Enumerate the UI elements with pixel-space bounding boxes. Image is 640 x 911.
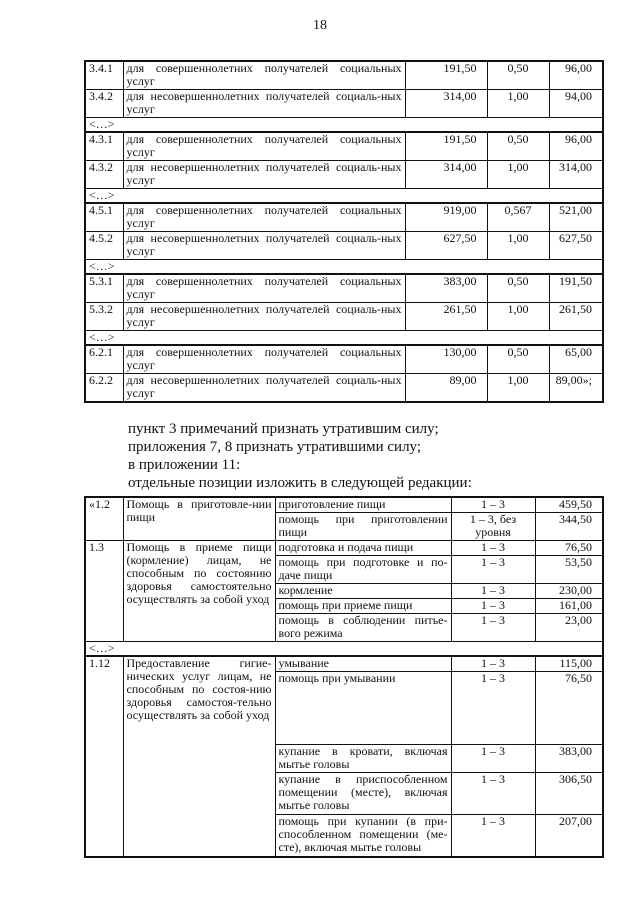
row-value-1: 130,00 bbox=[405, 345, 487, 374]
separator-row bbox=[85, 331, 603, 346]
row-value-1: 191,50 bbox=[405, 61, 487, 90]
row-value-2: 1,00 bbox=[487, 374, 549, 403]
separator-cell: <…> bbox=[85, 260, 603, 275]
row-value-2: 0,567 bbox=[487, 203, 549, 232]
row-value-3: 65,00 bbox=[549, 345, 603, 374]
row-value-3: 627,50 bbox=[549, 232, 603, 260]
service-price: 161,00 bbox=[535, 599, 603, 614]
row-value-2: 0,50 bbox=[487, 132, 549, 161]
service-level: 1 – 3 bbox=[451, 541, 535, 556]
service-level: 1 – 3 bbox=[451, 497, 535, 513]
row-code: 4.5.2 bbox=[85, 232, 123, 260]
table-row bbox=[85, 132, 603, 161]
service-name: помощь при купании (в при-способленном помещении (ме-сте), включая мытье головы bbox=[275, 815, 451, 858]
separator-cell: <…> bbox=[85, 331, 603, 346]
row-value-3: 261,50 bbox=[549, 303, 603, 331]
table-row bbox=[85, 656, 603, 672]
service-price: 383,00 bbox=[535, 745, 603, 773]
service-level: 1 – 3 bbox=[451, 614, 535, 642]
separator-cell: <…> bbox=[85, 118, 603, 133]
group-name: Помощь в приготовле-нии пищи bbox=[123, 497, 275, 541]
group-code: «1.2 bbox=[85, 497, 123, 541]
paragraph-4: отдельные позиции изложить в следующей редакции: bbox=[128, 475, 472, 491]
row-value-1: 314,00 bbox=[405, 90, 487, 118]
service-name: подготовка и подача пищи bbox=[275, 541, 451, 556]
row-description: для совершеннолетних получателей социальных услуг bbox=[123, 61, 405, 90]
service-price: 207,00 bbox=[535, 815, 603, 858]
row-description: для несовершеннолетних получателей социаль-ных услуг bbox=[123, 90, 405, 118]
separator-cell: <…> bbox=[85, 189, 603, 204]
service-price: 76,50 bbox=[535, 672, 603, 745]
tariff-table bbox=[84, 60, 604, 403]
group-name: Предоставление гигие-нических услуг лицам, не способным по состоя-нию здоровья самостоя-тельно осуществлять за собой уход bbox=[123, 656, 275, 857]
service-level: 1 – 3 bbox=[451, 556, 535, 584]
service-name: помощь в соблюдении питье-вого режима bbox=[275, 614, 451, 642]
service-name: купание в приспособленном помещении (месте), включая мытье головы bbox=[275, 773, 451, 815]
row-value-1: 191,50 bbox=[405, 132, 487, 161]
paragraph-2: приложения 7, 8 признать утратившими силу; bbox=[128, 439, 422, 455]
service-level: 1 – 3 bbox=[451, 773, 535, 815]
row-value-2: 1,00 bbox=[487, 303, 549, 331]
service-name: помощь при умывании bbox=[275, 672, 451, 745]
table-row bbox=[85, 541, 603, 556]
row-value-2: 1,00 bbox=[487, 161, 549, 189]
page-number: 18 bbox=[313, 18, 327, 33]
service-level: 1 – 3 bbox=[451, 584, 535, 599]
table-row bbox=[85, 497, 603, 513]
row-value-3: 521,00 bbox=[549, 203, 603, 232]
row-description: для совершеннолетних получателей социальных услуг bbox=[123, 274, 405, 303]
service-price: 115,00 bbox=[535, 656, 603, 672]
row-code: 6.2.2 bbox=[85, 374, 123, 403]
row-code: 4.3.2 bbox=[85, 161, 123, 189]
row-value-2: 0,50 bbox=[487, 274, 549, 303]
table-row bbox=[85, 203, 603, 232]
services-table bbox=[84, 496, 604, 858]
service-price: 53,50 bbox=[535, 556, 603, 584]
row-value-3: 96,00 bbox=[549, 61, 603, 90]
row-value-2: 1,00 bbox=[487, 232, 549, 260]
service-level: 1 – 3 bbox=[451, 815, 535, 858]
service-price: 306,50 bbox=[535, 773, 603, 815]
row-value-3: 314,00 bbox=[549, 161, 603, 189]
service-level: 1 – 3 bbox=[451, 745, 535, 773]
table-row bbox=[85, 345, 603, 374]
row-code: 3.4.2 bbox=[85, 90, 123, 118]
row-value-1: 919,00 bbox=[405, 203, 487, 232]
separator-row bbox=[85, 260, 603, 275]
group-code: 1.3 bbox=[85, 541, 123, 642]
service-name: помощь при приеме пищи bbox=[275, 599, 451, 614]
row-value-3: 191,50 bbox=[549, 274, 603, 303]
separator-row bbox=[85, 118, 603, 133]
row-description: для совершеннолетних получателей социальных услуг bbox=[123, 132, 405, 161]
service-price: 459,50 bbox=[535, 497, 603, 513]
row-value-1: 261,50 bbox=[405, 303, 487, 331]
service-name: приготовление пищи bbox=[275, 497, 451, 513]
service-name: кормление bbox=[275, 584, 451, 599]
service-name: помощь при приготовлении пищи bbox=[275, 513, 451, 541]
table-row bbox=[85, 61, 603, 90]
service-level: 1 – 3, без уровня bbox=[451, 513, 535, 541]
row-code: 5.3.1 bbox=[85, 274, 123, 303]
service-level: 1 – 3 bbox=[451, 656, 535, 672]
separator-cell: <…> bbox=[85, 642, 603, 657]
row-value-3: 94,00 bbox=[549, 90, 603, 118]
paragraph-1: пункт 3 примечаний признать утратившим силу; bbox=[128, 421, 439, 437]
row-value-3: 96,00 bbox=[549, 132, 603, 161]
group-code: 1.12 bbox=[85, 656, 123, 857]
row-code: 6.2.1 bbox=[85, 345, 123, 374]
service-price: 344,50 bbox=[535, 513, 603, 541]
separator-row bbox=[85, 642, 603, 657]
service-price: 76,50 bbox=[535, 541, 603, 556]
service-price: 23,00 bbox=[535, 614, 603, 642]
separator-row bbox=[85, 189, 603, 204]
table-row bbox=[85, 232, 603, 260]
row-description: для несовершеннолетних получателей социаль-ных услуг bbox=[123, 232, 405, 260]
row-value-3: 89,00»; bbox=[549, 374, 603, 403]
row-code: 3.4.1 bbox=[85, 61, 123, 90]
row-description: для совершеннолетних получателей социальных услуг bbox=[123, 345, 405, 374]
group-name: Помощь в приеме пищи (кормление) лицам, не способным по состоянию здоровья самостоятельно осуществлять за собой уход bbox=[123, 541, 275, 642]
table-row bbox=[85, 303, 603, 331]
row-code: 5.3.2 bbox=[85, 303, 123, 331]
row-description: для совершеннолетних получателей социальных услуг bbox=[123, 203, 405, 232]
row-code: 4.3.1 bbox=[85, 132, 123, 161]
service-name: помощь при подготовке и по-даче пищи bbox=[275, 556, 451, 584]
row-value-1: 627,50 bbox=[405, 232, 487, 260]
row-value-2: 1,00 bbox=[487, 90, 549, 118]
row-value-1: 314,00 bbox=[405, 161, 487, 189]
paragraph-3: в приложении 11: bbox=[128, 457, 241, 473]
table-row bbox=[85, 374, 603, 403]
service-name: умывание bbox=[275, 656, 451, 672]
service-name: купание в кровати, включая мытье головы bbox=[275, 745, 451, 773]
row-description: для несовершеннолетних получателей социаль-ных услуг bbox=[123, 161, 405, 189]
row-description: для несовершеннолетних получателей социаль-ных услуг bbox=[123, 374, 405, 403]
table-row bbox=[85, 274, 603, 303]
row-value-1: 383,00 bbox=[405, 274, 487, 303]
row-description: для несовершеннолетних получателей социаль-ных услуг bbox=[123, 303, 405, 331]
service-level: 1 – 3 bbox=[451, 599, 535, 614]
row-code: 4.5.1 bbox=[85, 203, 123, 232]
service-price: 230,00 bbox=[535, 584, 603, 599]
row-value-2: 0,50 bbox=[487, 61, 549, 90]
table-row bbox=[85, 161, 603, 189]
row-value-1: 89,00 bbox=[405, 374, 487, 403]
table-row bbox=[85, 90, 603, 118]
row-value-2: 0,50 bbox=[487, 345, 549, 374]
service-level: 1 – 3 bbox=[451, 672, 535, 745]
